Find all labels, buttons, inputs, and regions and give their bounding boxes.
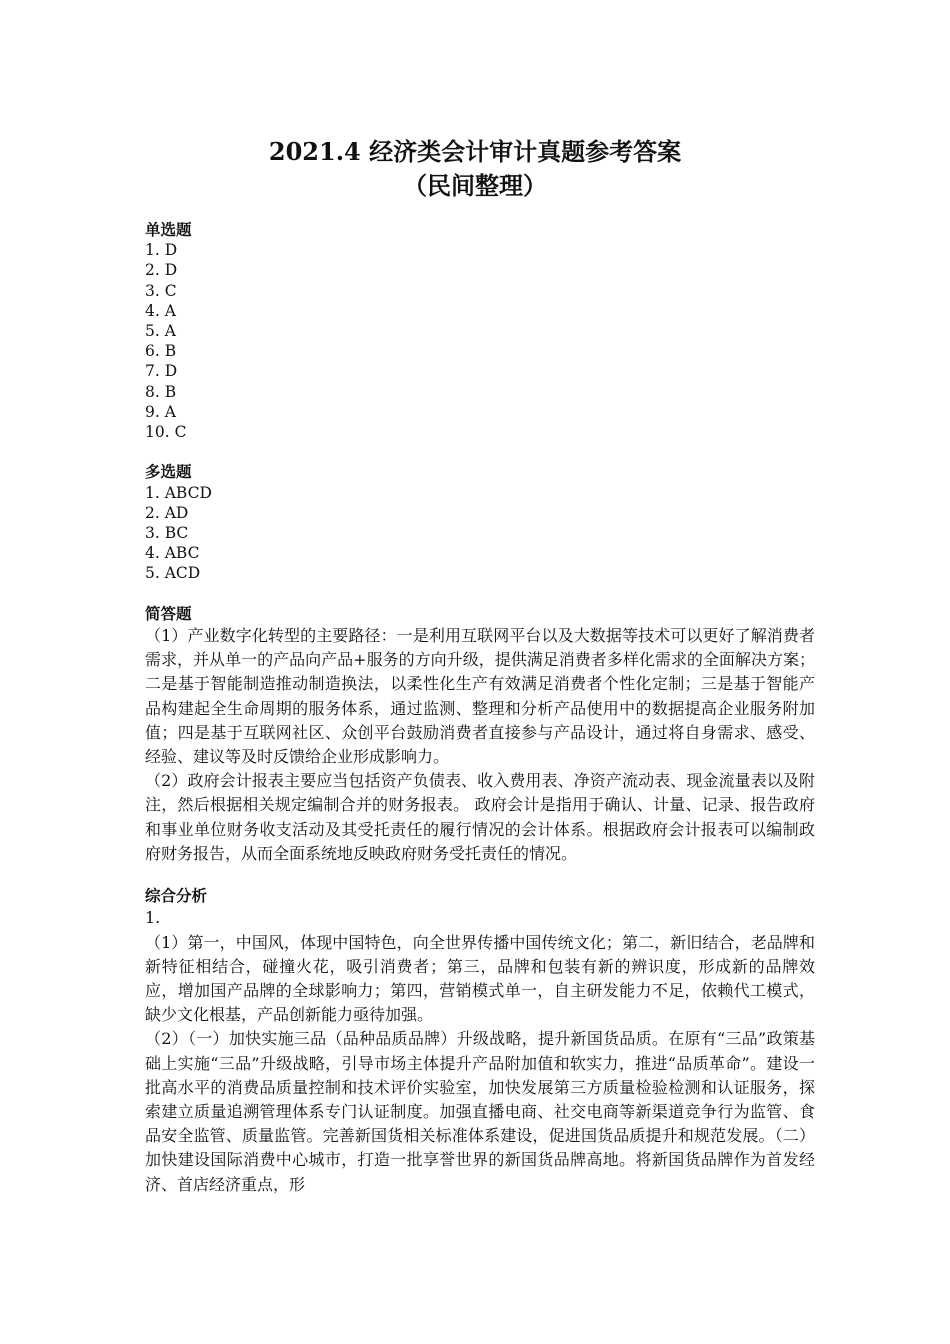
list-item: 1. D (145, 241, 178, 260)
comprehensive-paragraph-2: （2）（一）加快实施三品（品种品质品牌）升级战略，提升新国货品质。在原有“三品”政策基础上实施“三品”升级战略，引导市场主体提升产品附加值和软实力，推进“品质革命”。建设一批高水平的消费品质量控制和技术评价实验室，加快发展第三方质量检验检测和认证服务，探索建立质量追溯管理体系专门认证制度。加强直播电商、社交电商等新渠道竞争行为监管、食品安全监管、质量监管。完善新国货相关标准体系建设，促进国货品质提升和规范发展。（二）加快建设国际消费中心城市，打造一批享誉世界的新国货品牌高地。将新国货品牌作为首发经济、首店经济重点，形 (145, 1029, 815, 1194)
list-item: 1. ABCD (145, 483, 212, 502)
single-choice-list (145, 240, 815, 442)
list-item: 3. BC (145, 524, 189, 543)
short-answer-paragraph-1: （1）产业数字化转型的主要路径：一是利用互联网平台以及大数据等技术可以更好了解消费者需求，并从单一的产品向产品+服务的方向升级，提供满足消费者多样化需求的全面解决方案；二是基于智能制造推动制造换法，以柔性化生产有效满足消费者个性化定制；三是基于智能产品构建起全生命周期的服务体系，通过监测、整理和分析产品使用中的数据提高企业服务附加值；四是基于互联网社区、众创平台鼓励消费者直接参与产品设计，通过将自身需求、感受、经验、建议等及时反馈给企业形成影响力。 (145, 626, 815, 767)
list-item: 9. A (145, 402, 176, 421)
comprehensive-question-number: 1. (145, 908, 161, 928)
short-answer-paragraph-2: （2）政府会计报表主要应当包括资产负债表、收入费用表、净资产流动表、现金流量表以及附注，然后根据相关规定编制合并的财务报表。 政府会计是指用于确认、计量、记录、报告政府和事业单位财务收支活动及其受托责任的履行情况的会计体系。根据政府会计报表可以编制政府财务报告，从而全面系统地反映政府财务受托责任的情况。 (145, 771, 815, 863)
answer-content (145, 220, 815, 1197)
list-item: 6. B (145, 342, 177, 361)
list-item: 2. D (145, 261, 178, 280)
list-item: 10. C (145, 423, 187, 442)
list-item: 5. ACD (145, 564, 201, 583)
document-title: 2021.4 经济类会计审计真题参考答案 (268, 137, 682, 166)
list-item: 4. ABC (145, 544, 200, 563)
list-item: 7. D (145, 362, 178, 381)
single-choice-heading: 单选题 (145, 220, 192, 239)
list-item: 5. A (145, 322, 176, 341)
multiple-choice-heading: 多选题 (145, 462, 192, 482)
list-item: 4. A (145, 301, 176, 320)
multiple-choice-list (145, 483, 815, 584)
comprehensive-heading: 综合分析 (145, 886, 208, 906)
short-answer-heading: 简答题 (145, 603, 192, 623)
comprehensive-paragraph-1: （1）第一，中国风，体现中国特色，向全世界传播中国传统文化；第二，新旧结合，老品牌和新特征相结合，碰撞火花，吸引消费者；第三，品牌和包装有新的辨识度，形成新的品牌效应，增加国产品牌的全球影响力；第四，营销模式单一，自主研发能力不足，依赖代工模式，缺少文化根基，产品创新能力亟待加强。 (145, 932, 815, 1025)
list-item: 8. B (145, 382, 177, 401)
list-item: 2. AD (145, 503, 189, 522)
list-item: 3. C (145, 281, 177, 300)
document-subtitle: （民间整理） (403, 171, 547, 200)
